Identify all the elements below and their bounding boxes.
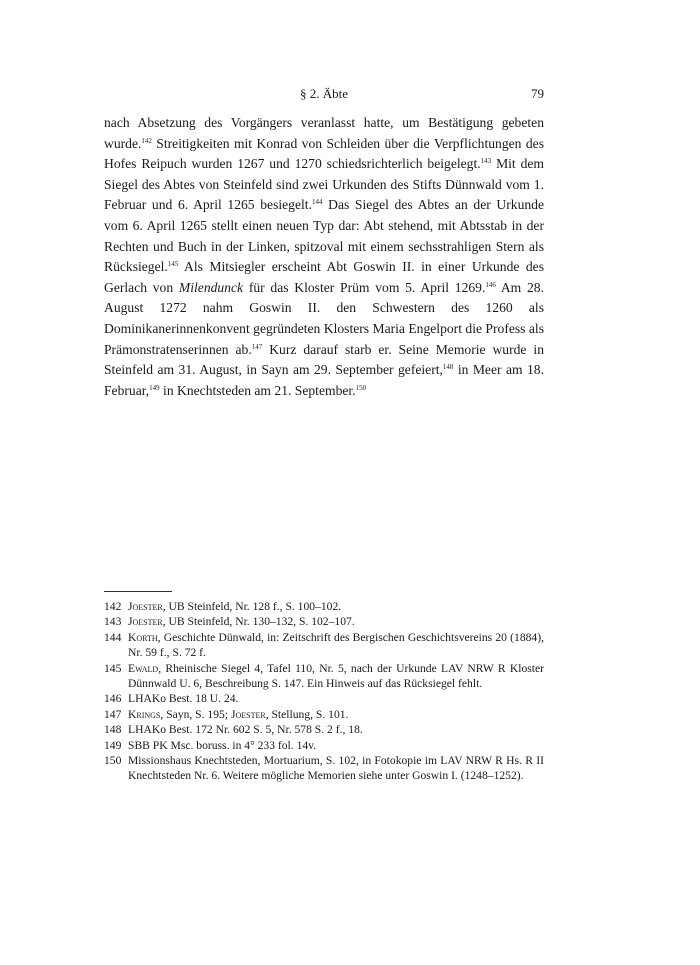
footnote — [104, 691, 544, 706]
footnote-author: Joester — [128, 615, 163, 629]
footnote-citation: , Sayn, S. 195; — [160, 707, 231, 721]
footnote-ref[interactable]: 149 — [149, 383, 160, 392]
page-number: 79 — [531, 86, 544, 101]
body-text-segment: Am 28. August 1272 nahm Goswin II. den Schwestern des 1260 als Dominikanerinnenkonvent gegründeten Klosters Maria Engelport die Profess als Prämonstratenserinnen ab. — [104, 279, 544, 357]
footnote-ref[interactable]: 148 — [442, 363, 454, 372]
body-text-segment: Das Siegel des Abtes an der Urkunde vom 6. April 1265 stellt einen neuen Typ dar: Abt stehend, mit Abtsstab in der Rechten und Buch in der Linken, spitzoval mit einem sechsstrahligen Stern als Rücksiegel. — [104, 197, 544, 275]
footnote-separator — [104, 591, 172, 592]
footnote — [104, 738, 544, 753]
footnote — [104, 753, 544, 784]
footnote-number: 148 — [104, 723, 122, 737]
footnote-text — [128, 707, 544, 722]
footnote-text — [128, 738, 544, 753]
body-text-segment: Mit dem Siegel des Abtes von Steinfeld sind zwei Urkunden des Stifts Dünnwald vom 1. Februar und 6. April 1265 besiegelt. — [104, 156, 545, 213]
footnote-number: 145 — [104, 661, 122, 675]
footnote-ref[interactable]: 142 — [141, 136, 152, 145]
footnote-number: 147 — [104, 707, 122, 721]
body-text-segment: in Meer am 18. Februar, — [104, 362, 544, 398]
footnote-citation: , Rheinische Siegel 4, Tafel 110, Nr. 5, nach der Urkunde LAV NRW R Kloster Dünnwald U. 6, Beschreibung S. 147. Ein Hinweis auf das Rücksiegel fehlt. — [128, 661, 544, 691]
footnote-author: Krings — [128, 707, 161, 721]
body-text-segment: in Knechtsteden am 21. September. — [159, 382, 356, 398]
running-title: § 2. Äbte — [299, 86, 349, 101]
footnote-citation: , UB Steinfeld, Nr. 128 f., S. 100–102. — [162, 600, 342, 613]
footnote-text — [128, 599, 544, 614]
footnote-author: Ewald — [128, 661, 159, 675]
footnote-ref[interactable]: 147 — [251, 342, 263, 351]
body-text-segment: Als Mitsiegler erscheint Abt Goswin II. in einer Urkunde des Gerlach von — [104, 259, 544, 295]
body-text-segment: Streitigkeiten mit Konrad von Schleiden über die Verpflichtungen des Hofes Reipuch wurden 1267 und 1270 schiedsrichterlich beigelegt. — [104, 135, 544, 172]
footnote-citation: , UB Steinfeld, Nr. 130–132, S. 102–107. — [162, 615, 355, 629]
body-paragraph — [104, 113, 544, 401]
footnote — [104, 614, 544, 629]
footnote-author: Korth — [128, 630, 158, 644]
footnote-number: 149 — [104, 738, 122, 752]
footnote-ref[interactable]: 144 — [311, 198, 323, 207]
footnote-ref[interactable]: 143 — [480, 157, 492, 166]
footnote-text — [128, 722, 544, 737]
body-text-segment: für das Kloster Prüm vom 5. April 1269. — [243, 279, 486, 295]
footnote-ref[interactable]: 150 — [355, 383, 367, 392]
footnote-author: Joester — [230, 707, 266, 721]
footnote-number: 144 — [104, 630, 122, 644]
footnote-citation: LHAKo Best. 172 Nr. 602 S. 5, Nr. 578 S. 2 f., 18. — [128, 723, 363, 737]
footnote-text — [128, 753, 544, 784]
running-header — [104, 86, 544, 104]
footnote — [104, 599, 544, 614]
footnote-text — [128, 630, 544, 661]
footnote — [104, 707, 544, 722]
footnote-number: 146 — [104, 692, 122, 706]
footnotes — [104, 599, 544, 784]
footnote-text — [128, 691, 544, 706]
footnote-citation: LHAKo Best. 18 U. 24. — [128, 692, 239, 706]
footnote-text — [128, 614, 544, 629]
footnote-citation: SBB PK Msc. boruss. in 4° 233 fol. 14v. — [128, 738, 317, 752]
italic-place-name: Milendunck — [178, 279, 244, 295]
body-text-segment: Kurz darauf starb er. Seine Memorie wurde in Steinfeld am 31. August, in Sayn am 29. September gefeiert, — [104, 341, 544, 378]
footnote-ref[interactable]: 145 — [167, 260, 179, 269]
footnote-citation: , Stellung, S. 101. — [265, 707, 349, 721]
footnote-number: 143 — [104, 615, 122, 629]
footnote-author: Joester — [128, 600, 163, 613]
footnote — [104, 722, 544, 737]
footnote — [104, 630, 544, 661]
body-text-segment: nach Absetzung des Vorgängers veranlasst hatte, um Bestätigung gebeten wurde. — [104, 115, 544, 151]
footnote-number: 150 — [104, 754, 122, 768]
footnote-citation: Missionshaus Knechtsteden, Mortuarium, S. 102, in Fotokopie im LAV NRW R Hs. R II Knechtsteden Nr. 6. Weitere mögliche Memorien siehe unter Goswin I. (1248–1252). — [128, 754, 544, 783]
footnote-number: 142 — [104, 600, 122, 613]
footnote — [104, 661, 544, 692]
footnote-citation: , Geschichte Dünwald, in: Zeitschrift des Bergischen Geschichtsvereins 20 (1884), Nr. 59 f., S. 72 f. — [128, 630, 544, 660]
footnote-ref[interactable]: 146 — [485, 280, 496, 289]
footnote-text — [128, 661, 544, 692]
